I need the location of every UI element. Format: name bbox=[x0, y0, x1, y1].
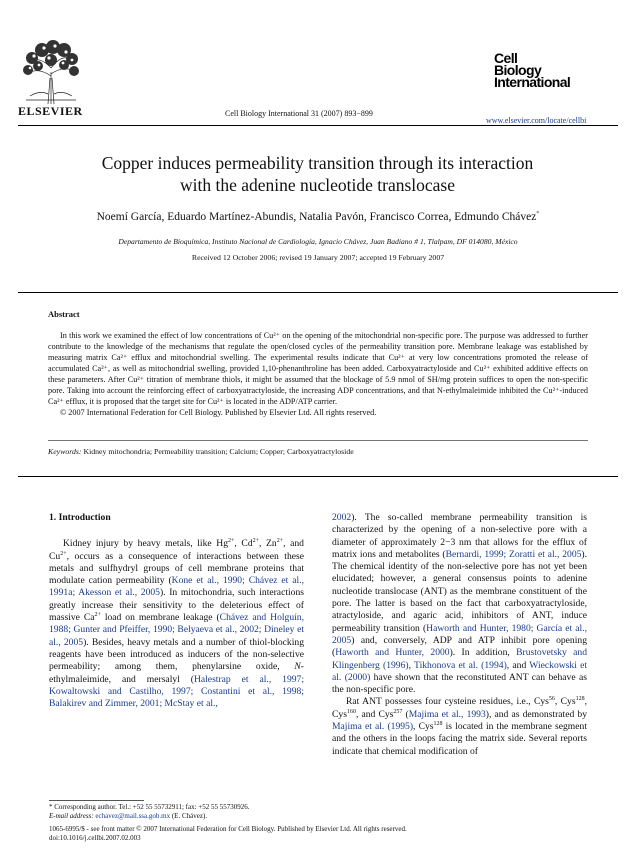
citation-link[interactable]: Halestrap et al., 1997; Kowaltowski and Castilho, 1997; Costantini et al., 1998; Balakirev and Zimmer, 2001; McStay et al., bbox=[49, 673, 304, 710]
issn-line: 1065-6995/$ - see front matter © 2007 International Federation for Cell Biology. Published by Elsevier Ltd. All rights reserved. bbox=[49, 825, 407, 833]
body-column-right bbox=[332, 512, 587, 758]
affiliation: Departamento de Bioquímica, Instituto Nacional de Cardiología, Ignacio Chávez, Juan Badiano # 1, Tlalpam, DF 014080, México bbox=[118, 237, 518, 246]
received-dates: Received 12 October 2006; revised 19 January 2007; accepted 19 February 2007 bbox=[191, 253, 445, 262]
citation-link[interactable]: Majima et al., 1993 bbox=[408, 708, 486, 720]
citation-link[interactable]: 2002 bbox=[332, 512, 352, 523]
title-line: Copper induces permeability transition through its interaction bbox=[101, 153, 534, 173]
elsevier-tree-logo bbox=[20, 38, 82, 106]
citation-link[interactable]: Haworth and Hunter, 1980; García et al., 2005 bbox=[332, 622, 587, 646]
header-divider bbox=[18, 125, 618, 126]
title-divider bbox=[18, 292, 618, 293]
abstract-copyright: © 2007 International Federation for Cell Biology. Published by Elsevier Ltd. All rights reserved. bbox=[60, 408, 377, 417]
body-column-left bbox=[49, 512, 304, 710]
email-link[interactable]: echavez@mail.ssa.gob.mx bbox=[95, 812, 171, 820]
title-line: with the adenine nucleotide translocase bbox=[179, 175, 456, 195]
email-suffix: (E. Chávez). bbox=[171, 812, 208, 820]
body-paragraph: 2002). The so-called membrane permeability transition is characterized by the opening of a non-selective pore with a diameter of approximately 2−3 nm that allows for the efflux of matrix ions and metabolites (Bernardi, 1999; Zoratti et al., 2005). The chemical identity of the non-selective pore has not yet been elucidated; however, a general consensus points to adenine nucleotide translocase (ANT) as the membrane constituent of the pore. The latter is based on the fact that carboxyatractyloside, atractyloside, and agaric acid, inhibitors of ANT, induce permeability transition (Haworth and Hunter, 1980; García et al., 2005) and, conversely, ADP and ATP inhibit pore opening (Haworth and Hunter, 2000). In addition, Brustovetsky and Klingenberg (1996), Tikhonova et al. (1994), and Wieckowski et al. (2000) have shown that the reconstituted ANT can behave as the non-specific pore. bbox=[332, 512, 588, 696]
corresponding-author-note: * Corresponding author. Tel.: +52 55 55732911; fax: +52 55 55730926. bbox=[49, 803, 250, 811]
abstract-divider bbox=[18, 476, 618, 477]
citation-link[interactable]: Haworth and Hunter, 2000 bbox=[335, 647, 450, 659]
journal-logo-line: Cell bbox=[494, 50, 518, 66]
journal-logo-line: Biology bbox=[494, 62, 542, 78]
publisher-name: ELSEVIER bbox=[18, 104, 83, 118]
keywords-line bbox=[48, 447, 354, 456]
footnote bbox=[49, 803, 349, 821]
email-label: E-mail address: bbox=[49, 812, 94, 820]
authors-text: Noemí García, Eduardo Martínez-Abundis, Natalia Pavón, Francisco Correa, Edmundo Chávez bbox=[96, 211, 537, 223]
corresponding-author-mark[interactable]: * bbox=[536, 211, 540, 218]
keywords-label: Keywords: bbox=[48, 447, 82, 456]
author-list bbox=[38, 211, 598, 223]
doi-line: doi:10.1016/j.cellbi.2007.02.003 bbox=[49, 834, 141, 842]
citation-link[interactable]: Kone et al., 1990; Chávez et al., 1991a; Akesson et al., 2005 bbox=[49, 575, 304, 599]
body-paragraph: Rat ANT possesses four cysteine residues, i.e., Cys$^{56}$, Cys$^{128}$, Cys$^{160}$, and Cys$^{257}$ (Majima et al., 1993), and as demonstrated by Majima et al. (1995), Cys$^{128}$ is located in the membrane segment and the others in the loops facing the matrix side. Several reports indicate that chemical modification of bbox=[332, 696, 587, 757]
keywords-divider bbox=[48, 440, 588, 441]
email-line bbox=[49, 812, 349, 821]
article-title bbox=[40, 152, 595, 196]
abstract-body bbox=[48, 330, 588, 418]
journal-url-link[interactable]: www.elsevier.com/locate/cellbi bbox=[486, 116, 587, 125]
footnote-divider bbox=[49, 800, 144, 801]
citation-link[interactable]: Wieckowski et al. (2000) bbox=[332, 659, 588, 683]
body-paragraph: Kidney injury by heavy metals, like $Hg^{2+}$, $Cd^{2+}$, $Zn^{2+}$, and $Cu^{2+}$, occurs as a consequence of interactions between these metals and sulfhydryl groups of cell membrane proteins that modulate cation permeability (Kone et al., 1990; Chávez et al., 1991a; Akesson et al., 2005). In mitochondria, such interactions greatly increase their sensitivity to the deleterious effect of massive $Ca^{2+}$ load on membrane leakage (Chávez and Holguín, 1988; Gunter and Pfeiffer, 1990; Belyaeva et al., 2002; Dineley et al., 2005). Besides, heavy metals and a number of thiol-blocking reagents have been introduced as inducers of the non-selective permeability; among them, phenylarsine oxide, N-ethylmaleimide, and mersalyl (Halestrap et al., 1997; Kowaltowski and Castilho, 1997; Costantini et al., 1998; Balakirev and Zimmer, 2001; McStay et al., bbox=[49, 538, 305, 710]
abstract-paragraph: In this work we examined the effect of low concentrations of Cu²⁺ on the opening of the mitochondrial non-specific pore. The purpose was addressed to further contribute to the knowledge of the mechanisms that regulate the open/closed cycles of the permeability transition pore. Membrane leakage was established by measuring matrix Ca²⁺ efflux and mitochondrial swelling. The experimental results indicate that Cu²⁺ at very low concentrations promoted the release of accumulated Ca²⁺, as well as mitochondrial swelling, provided 1,10-phenanthroline has been added. Carboxyatractyloside and Cu²⁺ exhibited additive effects on these parameters. After Cu²⁺ titration of membrane thiols, it might be assumed that the blockage of 5.9 nmol of SH/mg protein suffices to open the non-specific pore. Taking into account the reinforcing effect of carboxyatractyloside, the increasing ADP concentrations, and that N-ethylmaleimide inhibited the Cu²⁺-induced Ca²⁺ efflux, it is proposed that the target site for Cu²⁺ is located in the ADP/ATP carrier. bbox=[48, 331, 588, 406]
abstract-heading: Abstract bbox=[48, 309, 80, 319]
section-heading: 1. Introduction bbox=[49, 512, 111, 523]
citation-link[interactable]: Majima et al. (1995) bbox=[332, 721, 414, 733]
citation-link[interactable]: Tikhonova et al. (1994) bbox=[414, 659, 507, 671]
citation-link[interactable]: Brustovetsky and Klingenberg (1996) bbox=[332, 647, 587, 671]
page-footer bbox=[49, 825, 609, 843]
journal-logo bbox=[494, 52, 570, 88]
keywords-text: Kidney mitochondria; Permeability transition; Calcium; Copper; Carboxyatractyloside bbox=[83, 447, 354, 456]
journal-logo-line: International bbox=[494, 74, 571, 90]
citation-link[interactable]: Bernardi, 1999; Zoratti et al., 2005 bbox=[445, 548, 582, 560]
journal-citation: Cell Biology International 31 (2007) 893−899 bbox=[225, 109, 373, 118]
citation-link[interactable]: Chávez and Holguín, 1988; Gunter and Pfeiffer, 1990; Belyaeva et al., 2002; Dineley et al., 2005 bbox=[49, 612, 305, 648]
